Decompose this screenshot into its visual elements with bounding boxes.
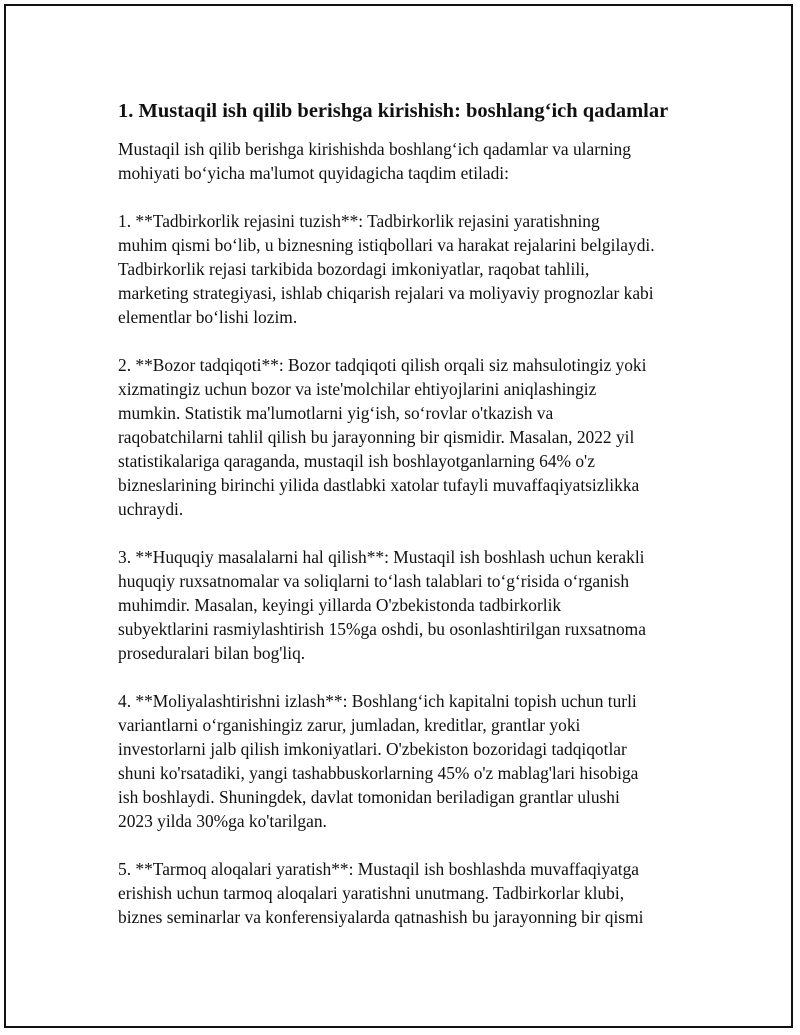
paragraph-item-1 [118,209,703,329]
text-line: 3. **Huquqiy masalalarni hal qilish**: Mustaqil ish boshlash uchun kerakli [118,547,645,567]
paragraph-item-3 [118,545,703,665]
text-line: investorlarni jalb qilish imkoniyatlari. O'zbekiston bozoridagi tadqiqotlar [118,739,627,759]
text-line: muhim qismi bo‘lib, u biznesning istiqbollari va harakat rejalarini belgilaydi. [118,235,655,255]
document-title: 1. Mustaqil ish qilib berishga kirishish: boshlang‘ich qadamlar [118,100,669,122]
text-line: muhimdir. Masalan, keyingi yillarda O'zbekistonda tadbirkorlik [118,595,562,615]
text-line: elementlar bo‘lishi lozim. [118,307,298,327]
text-line: ish boshlaydi. Shuningdek, davlat tomonidan beriladigan grantlar ulushi [118,787,620,807]
text-line: Tadbirkorlik rejasi tarkibida bozordagi imkoniyatlar, raqobat tahlili, [118,259,590,279]
text-line: 5. **Tarmoq aloqalari yaratish**: Mustaqil ish boshlashda muvaffaqiyatga [118,859,640,879]
text-line: marketing strategiyasi, ishlab chiqarish rejalari va moliyaviy prognozlar kabi [118,283,654,303]
text-line: shuni ko'rsatadiki, yangi tashabbuskorlarning 45% o'z mablag'lari hisobiga [118,763,639,783]
text-line: 1. **Tadbirkorlik rejasini tuzish**: Tadbirkorlik rejasini yaratishning [118,211,600,231]
text-line: mohiyati bo‘yicha ma'lumot quyidagicha taqdim etiladi: [118,163,509,183]
page-frame [4,4,793,1028]
text-line: mumkin. Statistik ma'lumotlarni yig‘ish, so‘rovlar o'tkazish va [118,403,554,423]
text-line: 2. **Bozor tadqiqoti**: Bozor tadqiqoti qilish orqali siz mahsulotingiz yoki [118,355,647,375]
paragraph-item-2 [118,353,703,521]
text-line: bizneslarining birinchi yilida dastlabki xatolar tufayli muvaffaqiyatsizlikka [118,475,640,495]
text-line: erishish uchun tarmoq aloqalari yaratishni unutmang. Tadbirkorlar klubi, [118,883,625,903]
text-line: uchraydi. [118,499,184,519]
document-content [118,98,703,953]
paragraph-intro [118,137,703,185]
text-line: 2023 yilda 30%ga ko'tarilgan. [118,811,327,831]
text-line: biznes seminarlar va konferensiyalarda qatnashish bu jarayonning bir qismi [118,907,644,927]
text-line: statistikalariga qaraganda, mustaqil ish boshlayotganlarning 64% o'z [118,451,595,471]
text-line: xizmatingiz uchun bozor va iste'molchilar ehtiyojlarini aniqlashingiz [118,379,597,399]
text-line: subyektlarini rasmiylashtirish 15%ga oshdi, bu osonlashtirilgan ruxsatnoma [118,619,646,639]
text-line: variantlarni o‘rganishingiz zarur, jumladan, kreditlar, grantlar yoki [118,715,581,735]
text-line: Mustaqil ish qilib berishga kirishishda boshlang‘ich qadamlar va ularning [118,139,631,159]
text-line: huquqiy ruxsatnomalar va soliqlarni to‘lash talablari to‘g‘risida o‘rganish [118,571,630,591]
text-line: raqobatchilarni tahlil qilish bu jarayonning bir qismidir. Masalan, 2022 yil [118,427,635,447]
paragraph-item-4 [118,689,703,833]
paragraph-item-5 [118,857,703,929]
text-line: 4. **Moliyalashtirishni izlash**: Boshlang‘ich kapitalni topish uchun turli [118,691,637,711]
text-line: proseduralari bilan bog'liq. [118,643,306,663]
